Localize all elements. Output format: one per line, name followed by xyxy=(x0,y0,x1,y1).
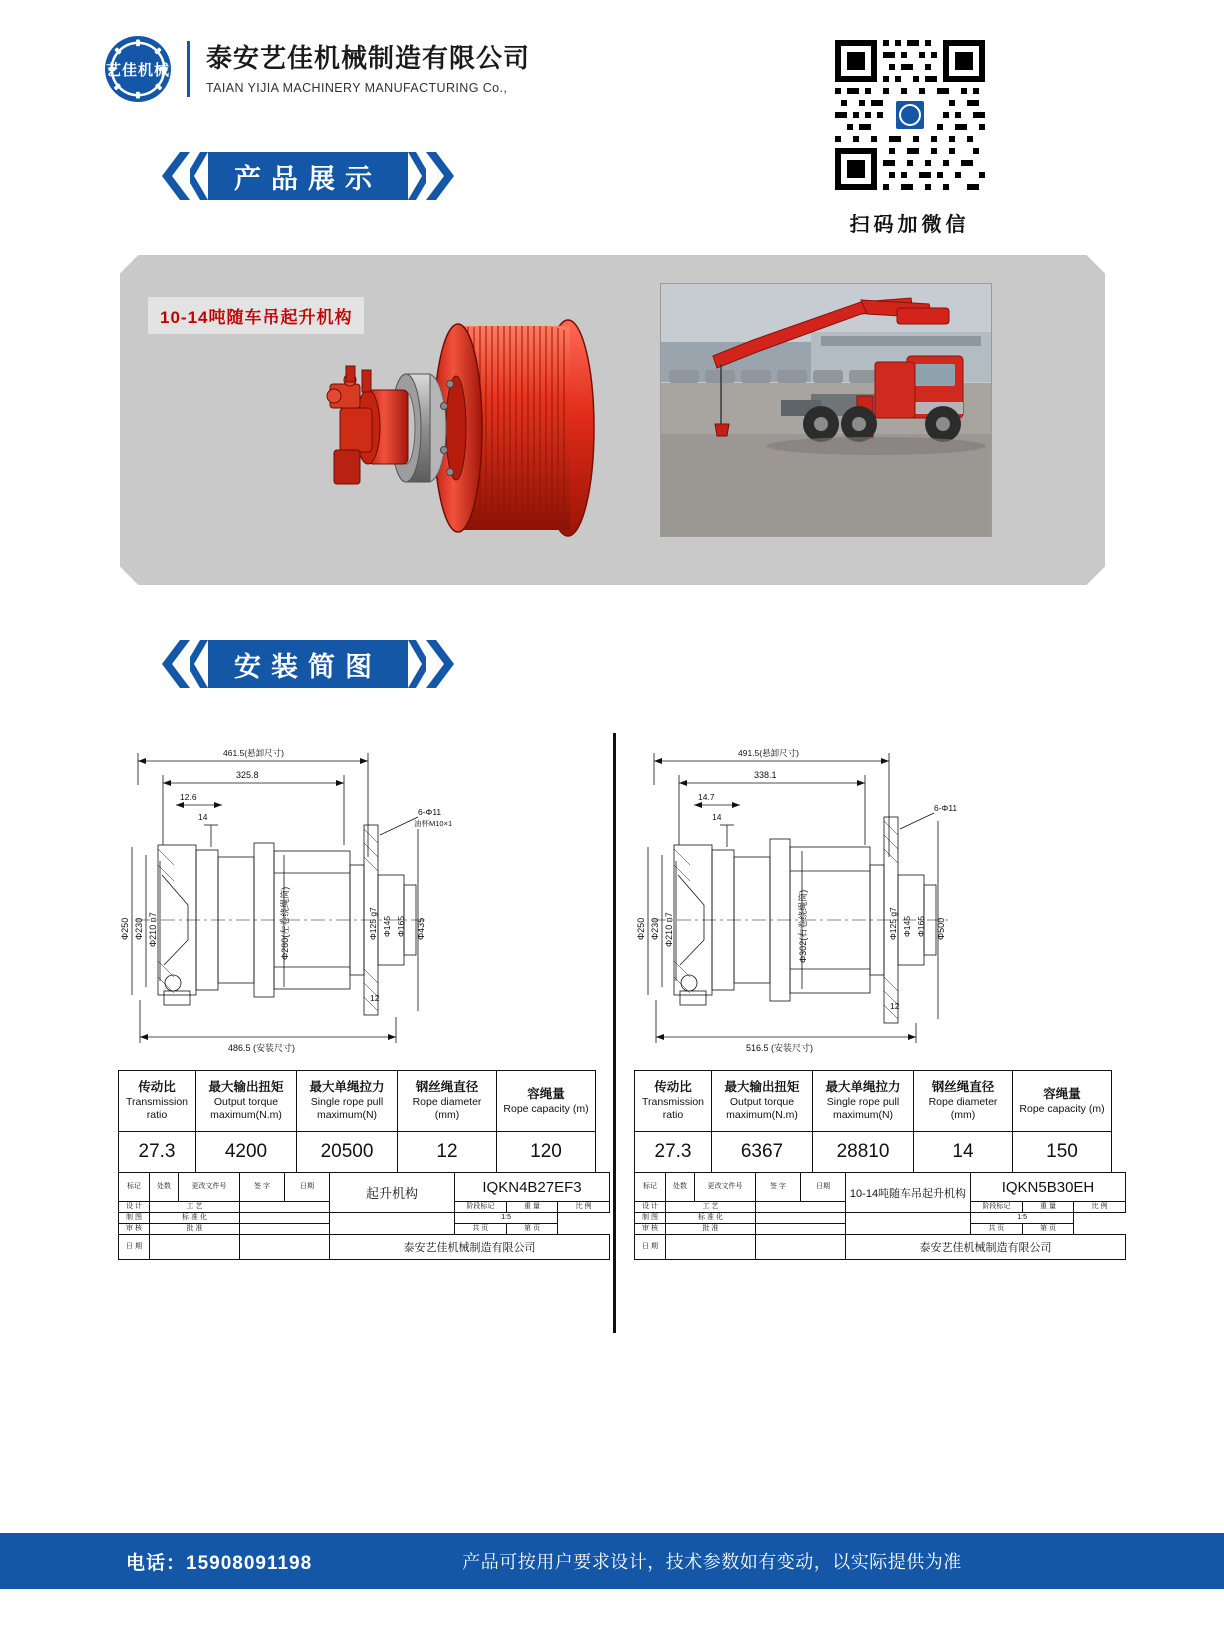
tb-cell-check-b: 审 核 xyxy=(635,1224,666,1235)
col-header-en-3: Rope diameter (mm) xyxy=(412,1096,482,1122)
spec-table-right xyxy=(634,1070,1112,1173)
spec-value-2: 20500 xyxy=(297,1132,398,1173)
col-header-cn-0: 传动比 xyxy=(138,1080,176,1095)
dim-phi145: Φ145 xyxy=(382,916,392,937)
section-banner-product xyxy=(160,152,456,200)
col-header-cn-1b: 最大输出扭矩 xyxy=(724,1080,800,1095)
tb-cell-mark-b: 标记 xyxy=(635,1173,666,1202)
tb-cell-sign: 签 字 xyxy=(240,1173,285,1202)
winch-product-image xyxy=(310,280,640,550)
panel-notch-tl xyxy=(102,237,139,274)
tb-cell-date2-b: 日 期 xyxy=(635,1235,666,1260)
dim-516-5: 516.5 (安装尺寸) xyxy=(746,1043,814,1053)
dim-phi165-r: Φ165 xyxy=(916,916,926,937)
tb-page-no: 第 页 xyxy=(506,1224,558,1235)
dim-phi125: Φ125 g7 xyxy=(368,907,378,940)
tb-cell-draw-b: 制 图 xyxy=(635,1213,666,1224)
title-block-right xyxy=(634,1172,1126,1260)
dim-491-5: 491.5(悬卸尺寸) xyxy=(738,748,799,758)
tb-weight-b: 重 量 xyxy=(1022,1202,1074,1213)
col-header-cn-4b: 容绳量 xyxy=(1043,1087,1081,1101)
chevron-left-icon-2 xyxy=(190,152,208,200)
table-value-row xyxy=(635,1132,1112,1173)
dim-phi230: Φ230 xyxy=(134,917,144,940)
spec-value-0b: 27.3 xyxy=(635,1132,712,1173)
tb-cell-date2: 日 期 xyxy=(119,1235,150,1260)
qr-code[interactable] xyxy=(829,34,991,196)
dim-6-phi11: 6-Φ11 xyxy=(418,807,442,817)
col-header-cn-2: 最大单绳拉力 xyxy=(309,1080,385,1095)
tb-cell-count-b: 处数 xyxy=(666,1173,695,1202)
dim-phi145-r: Φ145 xyxy=(902,916,912,937)
corner-stripes-bottom-left xyxy=(0,1359,230,1529)
col-header-cn-1: 最大输出扭矩 xyxy=(208,1080,284,1095)
truck-crane-photo xyxy=(660,283,992,537)
tb-scale-label-b: 比 例 xyxy=(1074,1202,1126,1213)
drawing-left xyxy=(118,725,592,1260)
tb-page-no-b: 第 页 xyxy=(1022,1224,1074,1235)
drawings-divider xyxy=(613,733,616,1333)
tb-stage-mark-b: 阶段标记 xyxy=(971,1202,1023,1213)
col-header-en-3b: Rope diameter (mm) xyxy=(928,1096,998,1122)
tb-total-pages: 共 页 xyxy=(455,1224,507,1235)
tb-cell-standard-b: 标 准 化 xyxy=(666,1213,756,1224)
dim-phi210-r: Φ210 n7 xyxy=(664,912,674,947)
drawing-left-svg xyxy=(118,725,588,1070)
dim-oil-cup: 油杯M10×1 xyxy=(414,819,453,828)
header-divider xyxy=(187,41,190,97)
chevron-left-icon-3 xyxy=(160,640,190,688)
dim-325-8: 325.8 xyxy=(236,770,259,780)
col-header-en-1b: Output torque maximum(N.m) xyxy=(726,1096,798,1122)
section-banner-install xyxy=(160,640,456,688)
tb-product-name: 起升机构 xyxy=(330,1173,455,1213)
tb-company: 泰安艺佳机械制造有限公司 xyxy=(330,1235,610,1260)
tb-cell-date-b: 日期 xyxy=(801,1173,846,1202)
tb-cell-design-b: 设 计 xyxy=(635,1202,666,1213)
tb-product-code: IQKN4B27EF3 xyxy=(455,1173,610,1202)
dim-14-7: 14.7 xyxy=(698,792,715,802)
chevron-right-icon xyxy=(408,152,426,200)
dim-12-right-r: 12 xyxy=(890,1001,900,1011)
footer-stripes xyxy=(0,1529,250,1649)
dim-phi250-r: Φ250 xyxy=(636,917,646,940)
chevron-left-icon-4 xyxy=(190,640,208,688)
spec-table-left xyxy=(118,1070,596,1173)
dim-phi302: Φ302(右卷绕绳筒) xyxy=(798,889,808,963)
dim-338-1: 338.1 xyxy=(754,770,777,780)
spec-value-3: 12 xyxy=(398,1132,497,1173)
qr-caption: 扫码加微信 xyxy=(849,214,970,236)
dim-phi125-r: Φ125 g7 xyxy=(888,907,898,940)
chevron-right-icon-3 xyxy=(408,640,426,688)
table-header-row xyxy=(635,1071,1112,1132)
spec-value-4b: 150 xyxy=(1013,1132,1112,1173)
section-banner-bar-install xyxy=(208,640,408,688)
tb-total-pages-b: 共 页 xyxy=(971,1224,1023,1235)
tb-product-code-b: IQKN5B30EH xyxy=(971,1173,1126,1202)
col-header-cn-4: 容绳量 xyxy=(527,1087,565,1101)
tb-cell-approve-b: 批 准 xyxy=(666,1224,756,1235)
drawing-right xyxy=(634,725,1108,1260)
title-block-left xyxy=(118,1172,610,1260)
chevron-right-icon-2 xyxy=(426,152,456,200)
col-header-en-0: Transmission ratio xyxy=(125,1096,189,1122)
tb-cell-mark: 标记 xyxy=(119,1173,150,1202)
dim-6-phi11-r: 6-Φ11 xyxy=(934,803,958,813)
spec-value-2b: 28810 xyxy=(813,1132,914,1173)
dim-486-5: 486.5 (安装尺寸) xyxy=(228,1043,296,1053)
tb-cell-draw: 制 图 xyxy=(119,1213,150,1224)
tb-cell-sign-b: 签 字 xyxy=(756,1173,801,1202)
dim-phi500: Φ500 xyxy=(936,917,946,940)
panel-notch-br xyxy=(1087,567,1124,604)
footer-phone: 电话：15908091198 xyxy=(126,1552,313,1574)
tb-cell-process-b: 工 艺 xyxy=(666,1202,756,1213)
company-name-cn: 泰安艺佳机械制造有限公司 xyxy=(206,42,531,73)
tb-scale-value: 1:5 xyxy=(455,1213,558,1224)
tb-cell-approve: 批 准 xyxy=(150,1224,240,1235)
product-photo-panel xyxy=(120,255,1105,585)
col-header-en-2b: Single rope pull maximum(N) xyxy=(826,1096,900,1122)
page-header xyxy=(105,36,530,102)
col-header-cn-3: 钢丝绳直径 xyxy=(415,1080,479,1095)
tb-cell-standard: 标 准 化 xyxy=(150,1213,240,1224)
dim-12-6: 12.6 xyxy=(180,792,197,802)
tb-cell-docno: 更改文件号 xyxy=(179,1173,240,1202)
section-title-product: 产品展示 xyxy=(234,163,382,194)
panel-notch-bl xyxy=(102,567,139,604)
section-banner-bar-product xyxy=(208,152,408,200)
spec-value-1: 4200 xyxy=(196,1132,297,1173)
table-value-row xyxy=(119,1132,596,1173)
truck-crane-image xyxy=(661,284,991,536)
chevron-right-icon-4 xyxy=(426,640,456,688)
tb-product-name-b: 10-14吨随车吊起升机构 xyxy=(846,1173,971,1213)
dim-phi230-r: Φ230 xyxy=(650,917,660,940)
col-header-en-0b: Transmission ratio xyxy=(641,1096,705,1122)
tb-scale-label: 比 例 xyxy=(558,1202,610,1213)
qr-code-image xyxy=(829,34,991,196)
col-header-cn-0b: 传动比 xyxy=(654,1080,692,1095)
tb-weight: 重 量 xyxy=(506,1202,558,1213)
table-header-row xyxy=(119,1071,596,1132)
drawing-right-svg xyxy=(634,725,1104,1070)
tb-stage-mark: 阶段标记 xyxy=(455,1202,507,1213)
tb-cell-count: 处数 xyxy=(150,1173,179,1202)
col-header-cn-2b: 最大单绳拉力 xyxy=(825,1080,901,1095)
spec-value-0: 27.3 xyxy=(119,1132,196,1173)
col-header-en-4: Rope capacity (m) xyxy=(503,1102,589,1115)
col-header-en-2: Single rope pull maximum(N) xyxy=(310,1096,384,1122)
tb-cell-design: 设 计 xyxy=(119,1202,150,1213)
dim-phi210: Φ210 n7 xyxy=(148,912,158,947)
tb-cell-check: 审 核 xyxy=(119,1224,150,1235)
spec-value-3b: 14 xyxy=(914,1132,1013,1173)
dim-phi165: Φ165 xyxy=(396,916,406,937)
corner-stripes-top-right xyxy=(974,0,1224,150)
company-name-en: TAIAN YIJIA MACHINERY MANUFACTURING Co., xyxy=(206,81,508,96)
logo-label: 艺佳机械 xyxy=(105,61,170,79)
dim-461-5: 461.5(悬卸尺寸) xyxy=(223,748,284,758)
tb-cell-date: 日期 xyxy=(285,1173,330,1202)
chevron-left-icon xyxy=(160,152,190,200)
footer-note: 产品可按用户要求设计，技术参数如有变动，以实际提供为准 xyxy=(462,1552,962,1572)
section-title-install: 安装简图 xyxy=(234,651,382,682)
spec-value-1b: 6367 xyxy=(712,1132,813,1173)
spec-value-4: 120 xyxy=(497,1132,596,1173)
company-logo xyxy=(105,36,171,102)
dim-phi280: Φ280(左卷绕绳筒) xyxy=(280,886,290,960)
wechat-qr-block xyxy=(822,34,997,237)
winch-illustration xyxy=(310,280,640,550)
panel-notch-tr xyxy=(1087,237,1124,274)
col-header-cn-3b: 钢丝绳直径 xyxy=(931,1080,995,1095)
installation-drawings xyxy=(118,725,1108,1335)
dim-phi250: Φ250 xyxy=(120,917,130,940)
tb-cell-docno-b: 更改文件号 xyxy=(695,1173,756,1202)
tb-company-b: 泰安艺佳机械制造有限公司 xyxy=(846,1235,1126,1260)
dim-phi435: Φ435 xyxy=(416,917,426,940)
dim-14-r: 14 xyxy=(712,812,722,822)
dim-14: 14 xyxy=(198,812,208,822)
tb-scale-value-b: 1:5 xyxy=(971,1213,1074,1224)
tb-cell-process: 工 艺 xyxy=(150,1202,240,1213)
col-header-en-4b: Rope capacity (m) xyxy=(1019,1102,1105,1115)
col-header-en-1: Output torque maximum(N.m) xyxy=(210,1096,282,1122)
dim-12-right: 12 xyxy=(370,993,380,1003)
product-red-label: 10-14吨随车吊起升机构 xyxy=(148,297,364,334)
